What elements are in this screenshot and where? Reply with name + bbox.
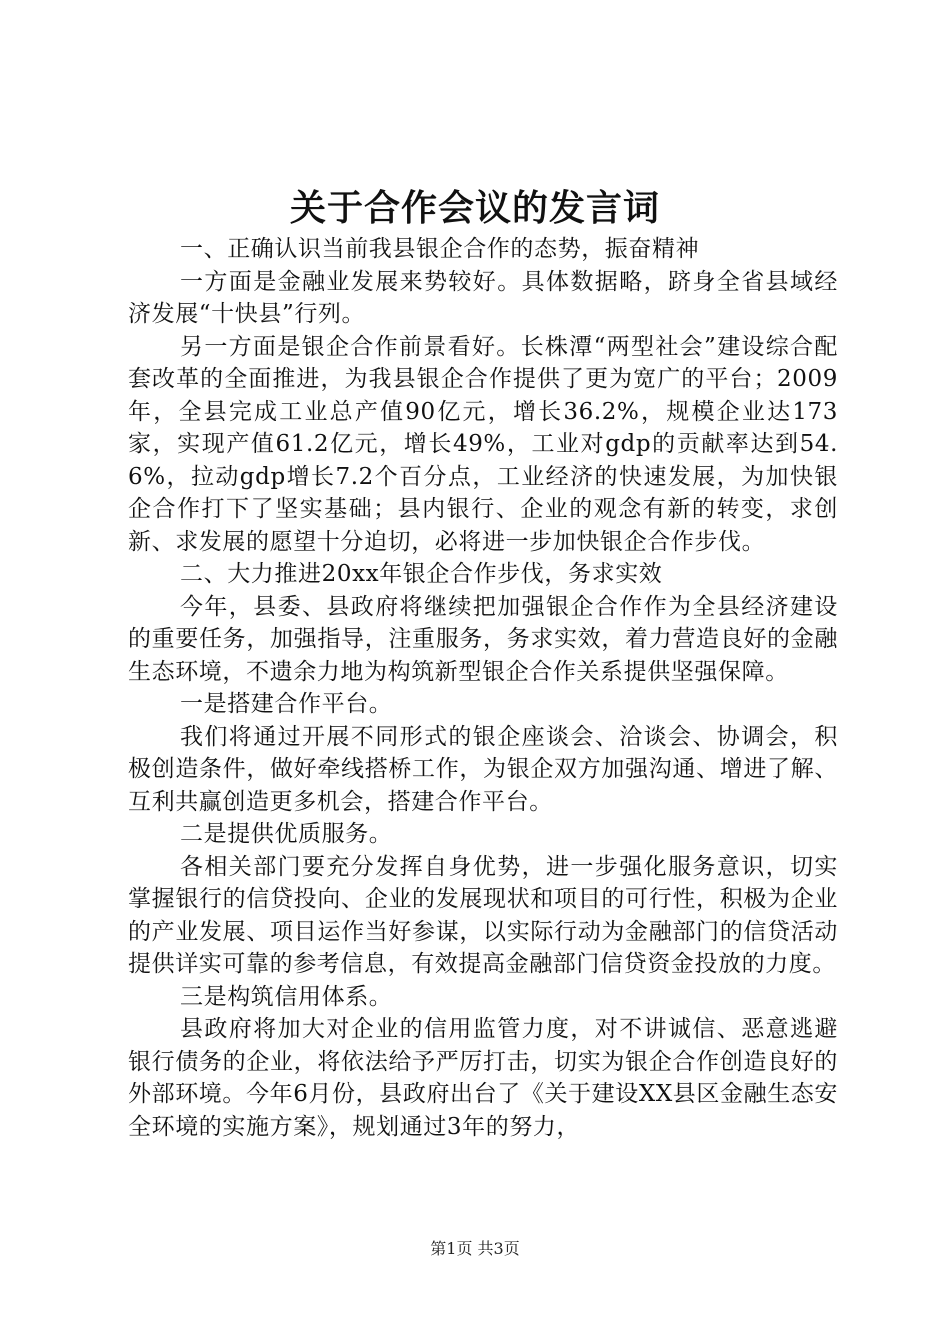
paragraph: 一是搭建合作平台。: [180, 691, 393, 717]
paragraph: 各相关部门要充分发挥自身优势，进一步强化服务意识，切实掌握银行的信贷投向、企业的发展现状和项目的可行性，积极为企业的产业发展、项目运作当好参谋，以实际行动为金融部门的信贷活动提供详实可靠的参考信息，有效提高金融部门信贷资金投放的力度。: [128, 853, 838, 977]
document-title: 关于合作会议的发言词: [289, 187, 660, 229]
paragraph: 二、大力推进20xx年银企合作步伐，务求实效: [180, 561, 663, 587]
paragraph: 一、正确认识当前我县银企合作的态势，振奋精神: [180, 236, 700, 262]
paragraph: 今年，县委、县政府将继续把加强银企合作作为全县经济建设的重要任务，加强指导，注重服务，务求实效，着力营造良好的金融生态环境，不遗余力地为构筑新型银企合作关系提供坚强保障。: [128, 593, 838, 685]
paragraph: 一方面是金融业发展来势较好。具体数据略，跻身全省县域经济发展“十快县”行列。: [128, 268, 838, 327]
paragraph: 我们将通过开展不同形式的银企座谈会、洽谈会、协调会，积极创造条件，做好牵线搭桥工作，为银企双方加强沟通、增进了解、互利共赢创造更多机会，搭建合作平台。: [128, 723, 838, 815]
document-body: [128, 233, 838, 1143]
paragraph: 三是构筑信用体系。: [180, 983, 393, 1010]
page-footer: 第1页 共3页: [430, 1239, 520, 1258]
paragraph: 二是提供优质服务。: [180, 821, 393, 847]
paragraph: 县政府将加大对企业的信用监管力度，对不讲诚信、恶意逃避银行债务的企业，将依法给予严厉打击，切实为银企合作创造良好的外部环境。今年6月份，县政府出台了《关于建设XX县区金融生态安全环境的实施方案》，规划通过3年的努力，: [128, 1016, 838, 1140]
paragraph: 另一方面是银企合作前景看好。长株潭“两型社会”建设综合配套改革的全面推进，为我县银企合作提供了更为宽广的平台；2009年，全县完成工业总产值90亿元，增长36.2%，规模企业达173家，实现产值61.2亿元，增长49%，工业对gdp的贡献率达到54.6%，拉动gdp增长7.2个百分点，工业经济的快速发展，为加快银企合作打下了坚实基础；县内银行、企业的观念有新的转变，求创新、求发展的愿望十分迫切，必将进一步加快银企合作步伐。: [128, 333, 838, 555]
